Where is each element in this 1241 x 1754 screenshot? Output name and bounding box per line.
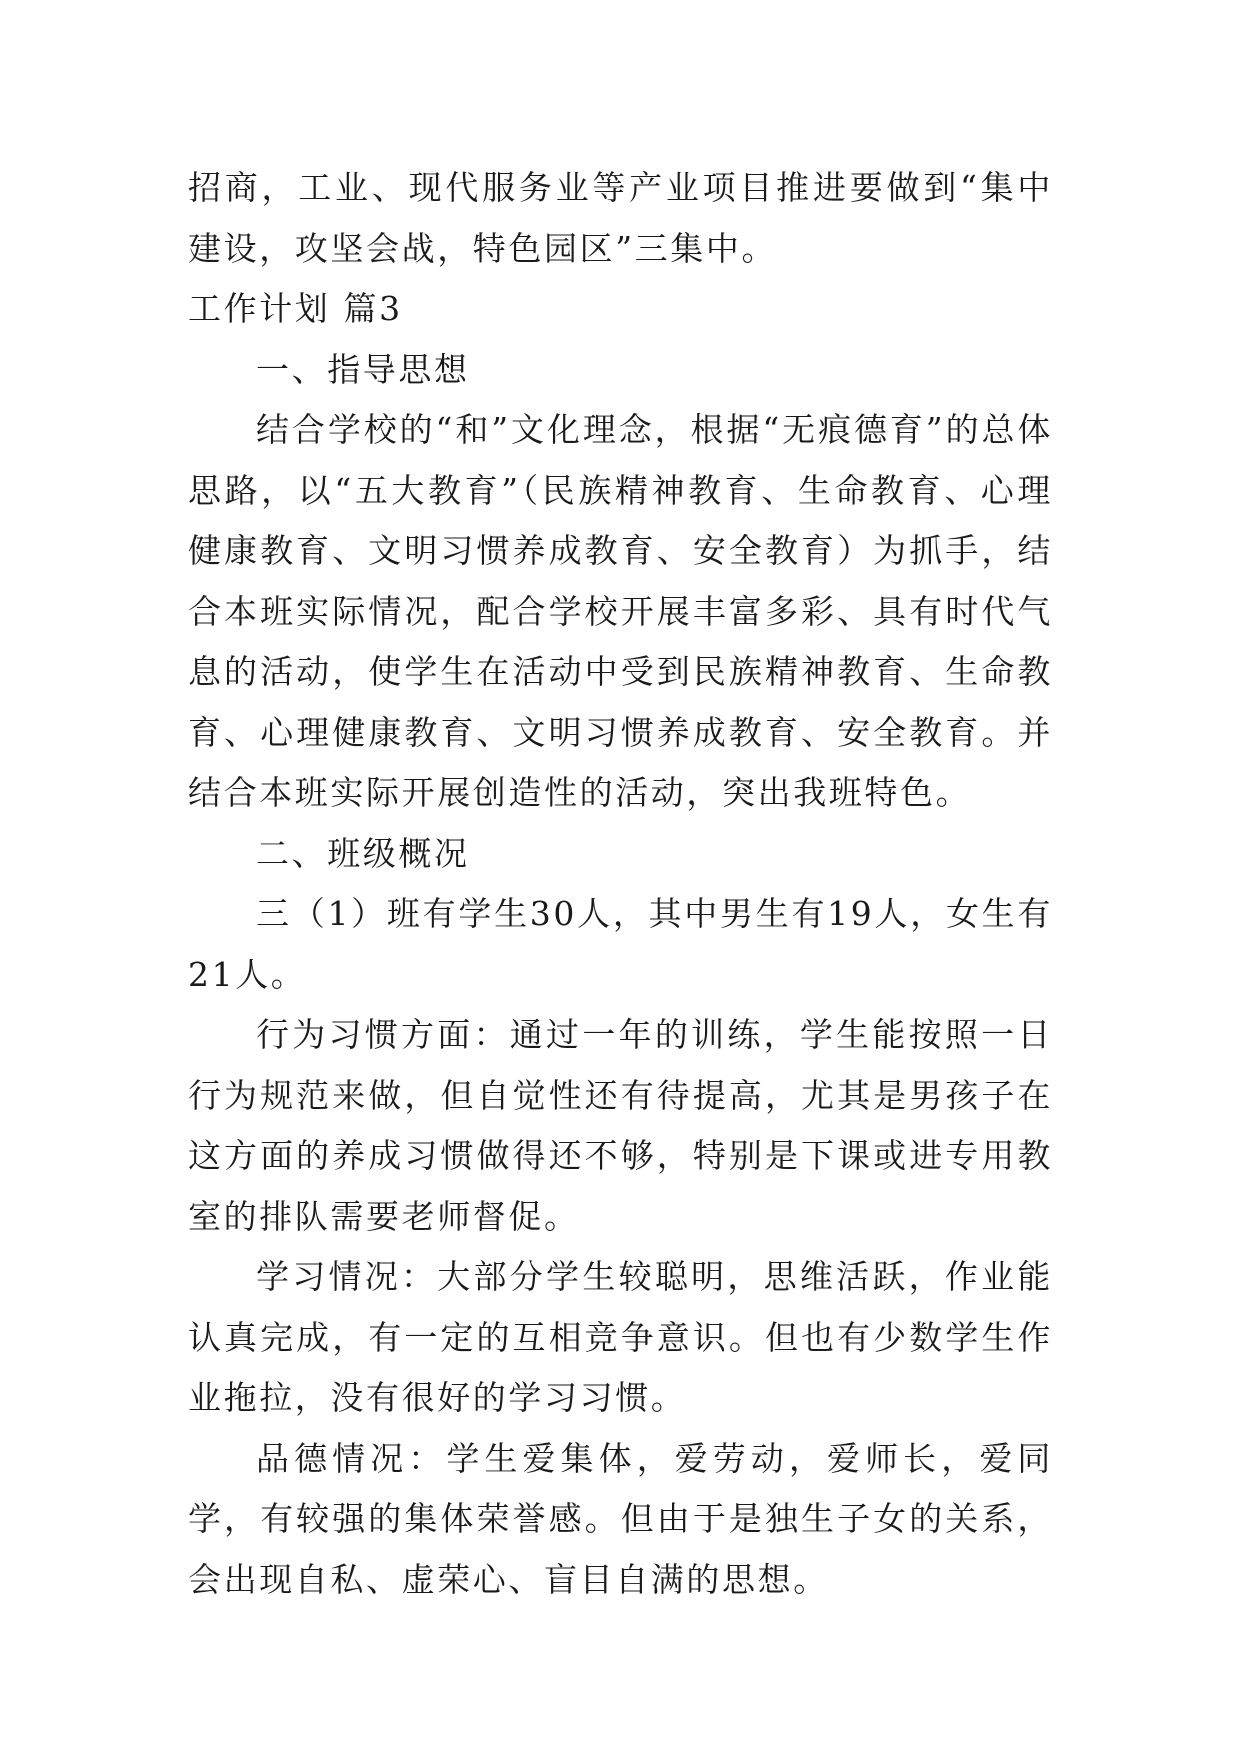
section-heading-class-overview: 二、班级概况 [256, 833, 470, 873]
paragraph-guiding-ideology: 结合学校的“和”文化理念，根据“无痕德育”的总体思路，以“五大教育”（民族精神教育、生命教育、心理健康教育、文明习惯养成教育、安全教育）为抓手，结合本班实际情况，配合学校开展丰富多彩、具有时代气息的活动，使学生在活动中受到民族精神教育、生命教育、心理健康教育、文明习惯养成教育、安全教育。并结合本班实际开展创造性的活动，突出我班特色。 [188, 410, 1053, 812]
paragraph-behavior-habits: 行为习惯方面：通过一年的训练，学生能按照一日行为规范来做，但自觉性还有待提高，尤其是男孩子在这方面的养成习惯做得还不够，特别是下课或进专用教室的排队需要老师督促。 [188, 1015, 1053, 1236]
article-title: 工作计划 篇3 [188, 289, 403, 328]
paragraph-intro: 招商，工业、现代服务业等产业项目推进要做到“集中建设，攻坚会战，特色园区”三集中。 [188, 168, 1053, 268]
paragraph-study-situation: 学习情况：大部分学生较聪明，思维活跃，作业能认真完成，有一定的互相竞争意识。但也有少数学生作业拖拉，没有很好的学习习惯。 [188, 1257, 1053, 1417]
document-body [188, 158, 1053, 1610]
section-heading-guiding-ideology: 一、指导思想 [256, 349, 470, 389]
paragraph-moral-situation: 品德情况：学生爱集体，爱劳动，爱师长，爱同学，有较强的集体荣誉感。但由于是独生子女的关系，会出现自私、虚荣心、盲目自满的思想。 [188, 1438, 1053, 1599]
paragraph-class-size: 三（1）班有学生30人，其中男生有19人，女生有21人。 [188, 894, 1053, 994]
